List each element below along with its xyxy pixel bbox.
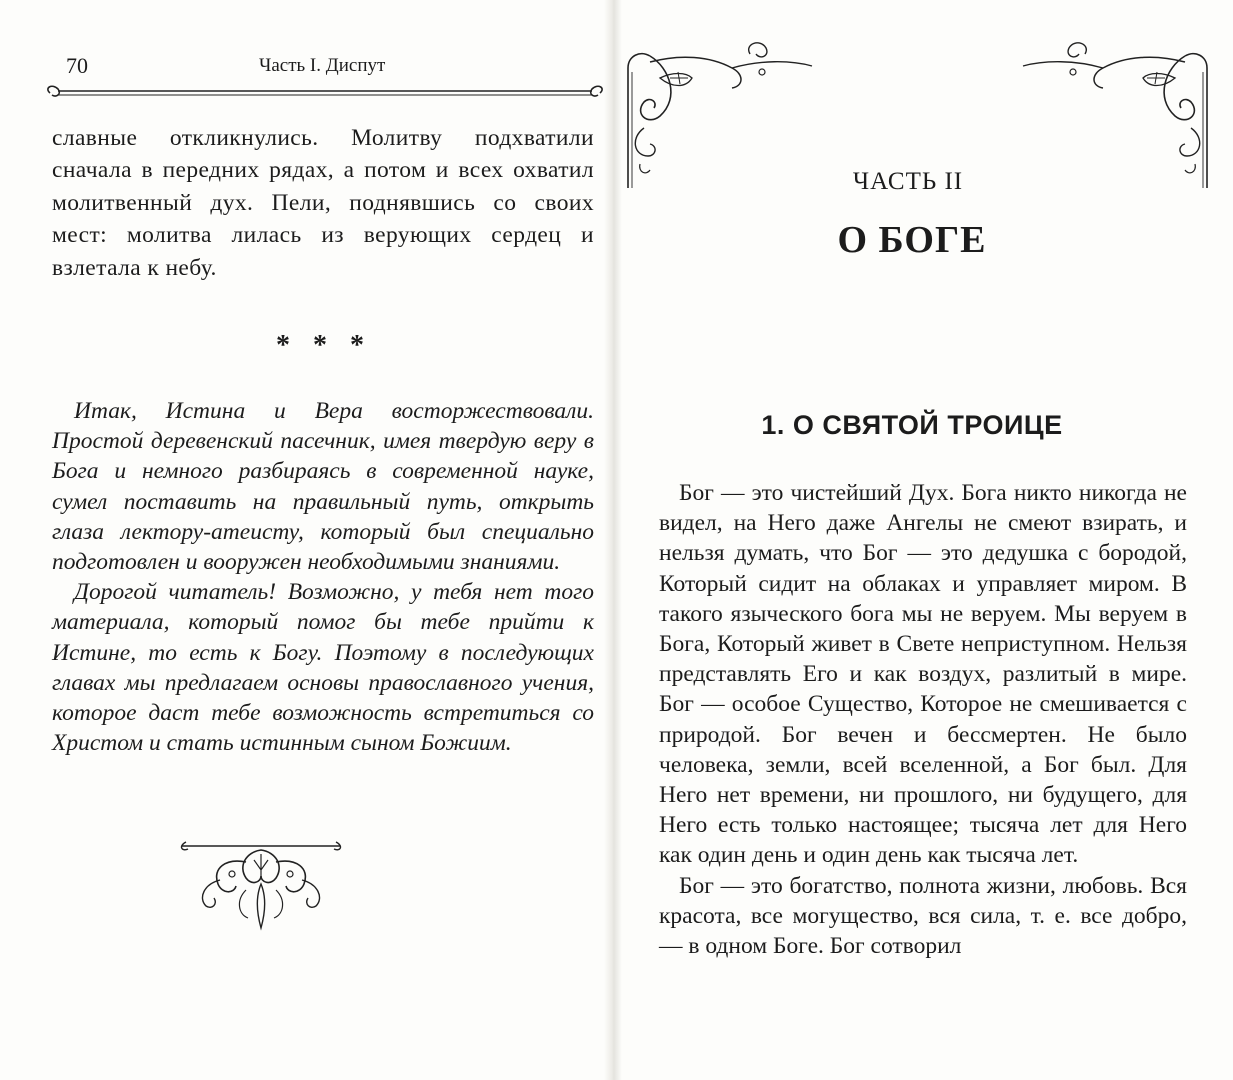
page-number: 70 xyxy=(66,53,88,78)
continued-paragraph: славные откликнулись. Молитву подхватили сначала в передних рядах, а потом и всех охватил молитвенный дух. Пели, поднявшись со своих мест: молитва лилась из верующих сердец и взлетала к небу. xyxy=(52,125,594,281)
part-title: О БОГЕ xyxy=(837,219,987,261)
italic-paragraph: Дорогой читатель! Возможно, у тебя нет того материала, который помог бы тебе прийти к Истине, то есть к Богу. Поэтому в последующих главах мы предлагаем основы православного учения, которое даст тебе возможность встретиться со Христом и стать истинным сыном Божиим. xyxy=(52,579,594,757)
running-head: Часть I. Диспут xyxy=(259,55,386,76)
body-paragraph: Бог — это богатство, полнота жизни, любовь. Вся красота, все могущество, вся сила, т. е. все добро, — в одном Боге. Бог сотворил xyxy=(659,872,1187,960)
corner-ornament-left-icon xyxy=(620,38,820,198)
right-page xyxy=(612,0,1233,1080)
italic-paragraph: Итак, Истина и Вера восторжествовали. Простой деревенский пасечник, имея твердую веру в Бога и немного разбираясь в современной науке, сумел поставить на правильный путь, открыть глаза лектору-атеисту, который был специально подготовлен и вооружен необходимыми знаниями. xyxy=(52,398,594,576)
section-separator: * * * xyxy=(276,330,372,361)
ornamental-rule-icon xyxy=(42,84,608,104)
body-text xyxy=(659,478,1187,961)
section-title: 1. О СВЯТОЙ ТРОИЦЕ xyxy=(761,410,1063,440)
italic-conclusion xyxy=(52,396,594,758)
part-label: ЧАСТЬ II xyxy=(852,168,964,195)
ornament-tailpiece-icon xyxy=(176,838,346,938)
body-paragraph: Бог — это чистейший Дух. Бога никто никогда не видел, на Него даже Ангелы не смеют взирать, и нельзя думать, что Бог — это дедушка с бородой, Который сидит на облаках и управляет миром. В такого языческого бога мы не веруем. Мы веруем в Бога, Который живет в Свете неприступном. Нельзя представлять Его и как воздух, разлитый в мире. Бог — особое Существо, Которое не смешивается с природой. Бог вечен и бессмертен. Не было человека, земли, всей вселенной, а Бог был. Для Него нет времени, ни прошлого, ни будущего, для Него есть только настоящее; тысяча лет для Него как один день и один день как тысяча лет. xyxy=(659,480,1187,869)
corner-ornament-right-icon xyxy=(1015,38,1215,198)
left-page xyxy=(0,0,612,1080)
